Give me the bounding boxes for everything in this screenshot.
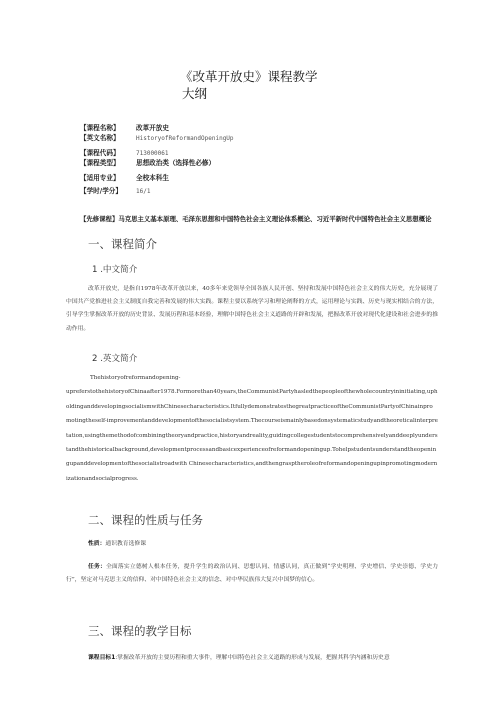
course-name-row xyxy=(80,124,420,134)
hours-label: 【学时/学分】 xyxy=(80,186,122,195)
chinese-intro-heading: 1 .中文简介 xyxy=(92,265,138,275)
english-intro-text xyxy=(66,371,438,486)
english-intro-heading: 2 .英文简介 xyxy=(92,354,138,364)
major-row xyxy=(80,174,420,184)
course-name-value: 改革开放史 xyxy=(136,124,169,132)
hours-value: 16/1 xyxy=(136,187,151,195)
course-code-label: 【课程代码】 xyxy=(80,149,120,158)
goal-paragraph xyxy=(66,652,438,665)
course-name-label: 【课程名称】 xyxy=(80,124,120,132)
course-code-value: 713000061 xyxy=(136,150,169,158)
section-2-heading: 二、课程的性质与任务 xyxy=(88,513,203,527)
section-3-heading: 三、课程的教学目标 xyxy=(88,624,192,638)
goal-text: :掌握改革开放的主要历程和重大事件，理解中国特色社会主义道路的形成与发展，把握其科学内涵和历史意 xyxy=(115,655,390,661)
major-value: 全校本科生 xyxy=(136,174,169,183)
nature-label: 性质： xyxy=(88,541,106,547)
english-intro-first-line: Thehistoryofreformandopening- xyxy=(90,375,181,381)
task-paragraph xyxy=(66,561,438,587)
english-name-label: 【英文名称】 xyxy=(80,133,120,142)
english-name-value: HistoryofReformandOpeningUp xyxy=(136,134,234,142)
nature-paragraph xyxy=(66,538,438,551)
chinese-intro-text: 改革开放史，是指自1978年改革开放以来，40多年来党领导全国各族人民开创、坚持和发展中国特色社会主义的伟大历史，充分展现了中国共产党推进社会主义制度自我完善和发展的伟大实践。课程主要以系统学习和理论阐释的方式，运用理论与实践、历史与现实相结合的方法，引导学生掌握改革开放的历史背景、发展历程和基本经验，理解中国特色社会主义道路的开辟和发展，把握改革开放对现代化建设和社会进步的推动作用。 xyxy=(66,286,438,332)
hours-row xyxy=(80,187,420,197)
course-type-label: 【课程类型】 xyxy=(80,158,120,167)
english-name-row xyxy=(80,134,420,144)
course-code-row xyxy=(80,149,420,159)
nature-text: 通识教育选修课 xyxy=(105,541,146,547)
document-title xyxy=(180,68,480,102)
title-line-2: 大纲 xyxy=(182,86,208,101)
section-1-heading: 一、课程简介 xyxy=(88,237,157,251)
task-label: 任务： xyxy=(88,564,106,570)
prereq-text: 马克思主义基本原理、毛泽东思想和中国特色社会主义理论体系概论、习近平新时代中国特色社会主义思想概论 xyxy=(118,215,432,223)
english-intro-rest: upreferstothehistoryofChinaafter1978.Formorethan40years,theCommunistPartyhasledthepeopleofthewholecountryininitiating,upholdinganddevelopingsocialismwithChinesecharacteristics.ItfullydemonstratesthegreatpracticeoftheCommunistPartyofChinainpromotingtheself-improvementanddevelopmentofthesocialistsystem.Thecourseismainlybasedonsystematicstudyandtheoreticalinterpretation,usingthemethodofcombiningtheoryandpractice,historyandreality,guidingcollegestudentstocomprehensivelyanddeeplyunderstandthehistoricalbackground,developmentprocessandbasicexperienceofreformandopeningup.Tohelpstudentsunderstandtheopeningupanddevelopmentofthesocialistroadwith Chinesecharacteristics,andthengrasptheroleofreformandopeningupinpromotingmodernizationandsocialprogress. xyxy=(66,389,438,482)
course-type-row xyxy=(80,159,420,169)
goal-label: 课程目标1 xyxy=(88,655,116,661)
course-info-block xyxy=(80,124,420,197)
course-type-value: 思想政治类（选择性必修） xyxy=(136,158,216,167)
prereq-label: 【先修课程】 xyxy=(80,215,119,223)
title-line-1: 《改革开放史》课程教学 xyxy=(180,69,318,84)
prerequisites xyxy=(66,215,436,225)
task-text: 全面落实立德树人根本任务，提升学生的政治认同、思想认同、情感认同，真正做到“学史明理、学史增信、学史崇德、学史力行”，坚定对马克思主义的信仰、对中国特色社会主义的信念、对中华民族伟大复兴中国梦的信心。 xyxy=(66,564,438,584)
major-label: 【适用专业】 xyxy=(80,174,120,183)
